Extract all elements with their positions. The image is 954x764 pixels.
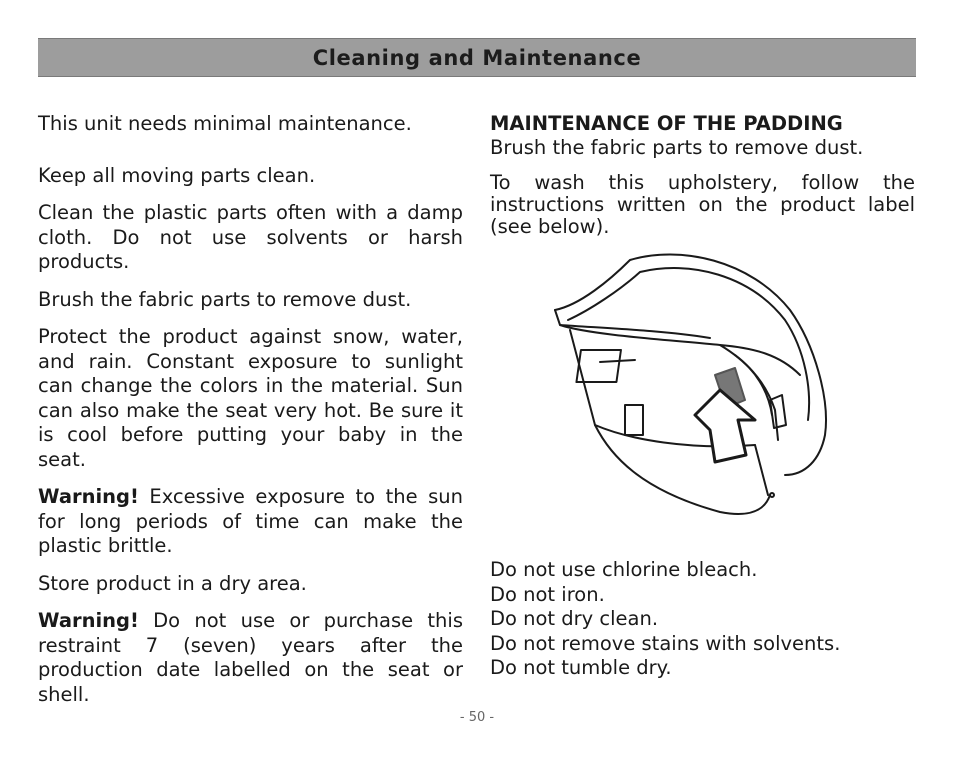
warning-text: Do not use or purchase this restraint 7 (seven) years after the production date labelled on the seat or shell.: [38, 609, 463, 706]
intro-paragraph: This unit needs minimal maintenance.: [38, 112, 412, 135]
padding-heading: MAINTENANCE OF THE PADDING: [490, 112, 843, 135]
care-list-item: Do not dry clean.: [490, 607, 659, 630]
section-header-bar: [38, 38, 916, 77]
warning-sun-paragraph: [38, 485, 463, 559]
warning-text: Excessive exposure to the sun for long periods of time can make the plastic brittle.: [38, 485, 463, 557]
care-list-item: Do not use chlorine bleach.: [490, 558, 758, 581]
care-list-item: Do not remove stains with solvents.: [490, 631, 841, 655]
left-column: [38, 112, 463, 720]
page-title: Cleaning and Maintenance: [312, 45, 642, 70]
storage-paragraph: Store product in a dry area.: [38, 571, 307, 595]
car-seat-label-illustration: [550, 250, 840, 518]
arrow-icon: [695, 390, 755, 462]
care-list-item: Do not iron.: [490, 582, 605, 606]
seat-shell: [570, 330, 770, 514]
wash-instructions-paragraph: To wash this upholstery, follow the instructions written on the product label (see below).: [490, 170, 915, 238]
warning-label: Warning!: [38, 609, 139, 632]
seat-canopy: [555, 254, 826, 475]
page-number: - 50 -: [459, 710, 495, 725]
warning-expiry-paragraph: [38, 609, 463, 707]
padding-brush-paragraph: Brush the fabric parts to remove dust.: [490, 136, 864, 159]
warning-label: Warning!: [38, 485, 139, 508]
sun-protection-paragraph: Protect the product against snow, water, and rain. Constant exposure to sunlight can change the colors in the material. Sun can also make the seat very hot. Be sure it is cool before putting your baby in the seat.: [38, 325, 463, 471]
moving-parts-paragraph: Keep all moving parts clean.: [38, 163, 316, 187]
care-list: [490, 558, 915, 681]
care-list-item: Do not tumble dry.: [490, 656, 672, 679]
right-column: [490, 112, 915, 251]
fabric-paragraph: Brush the fabric parts to remove dust.: [38, 287, 412, 311]
plastic-parts-paragraph: Clean the plastic parts often with a damp cloth. Do not use solvents or harsh products.: [38, 201, 463, 273]
